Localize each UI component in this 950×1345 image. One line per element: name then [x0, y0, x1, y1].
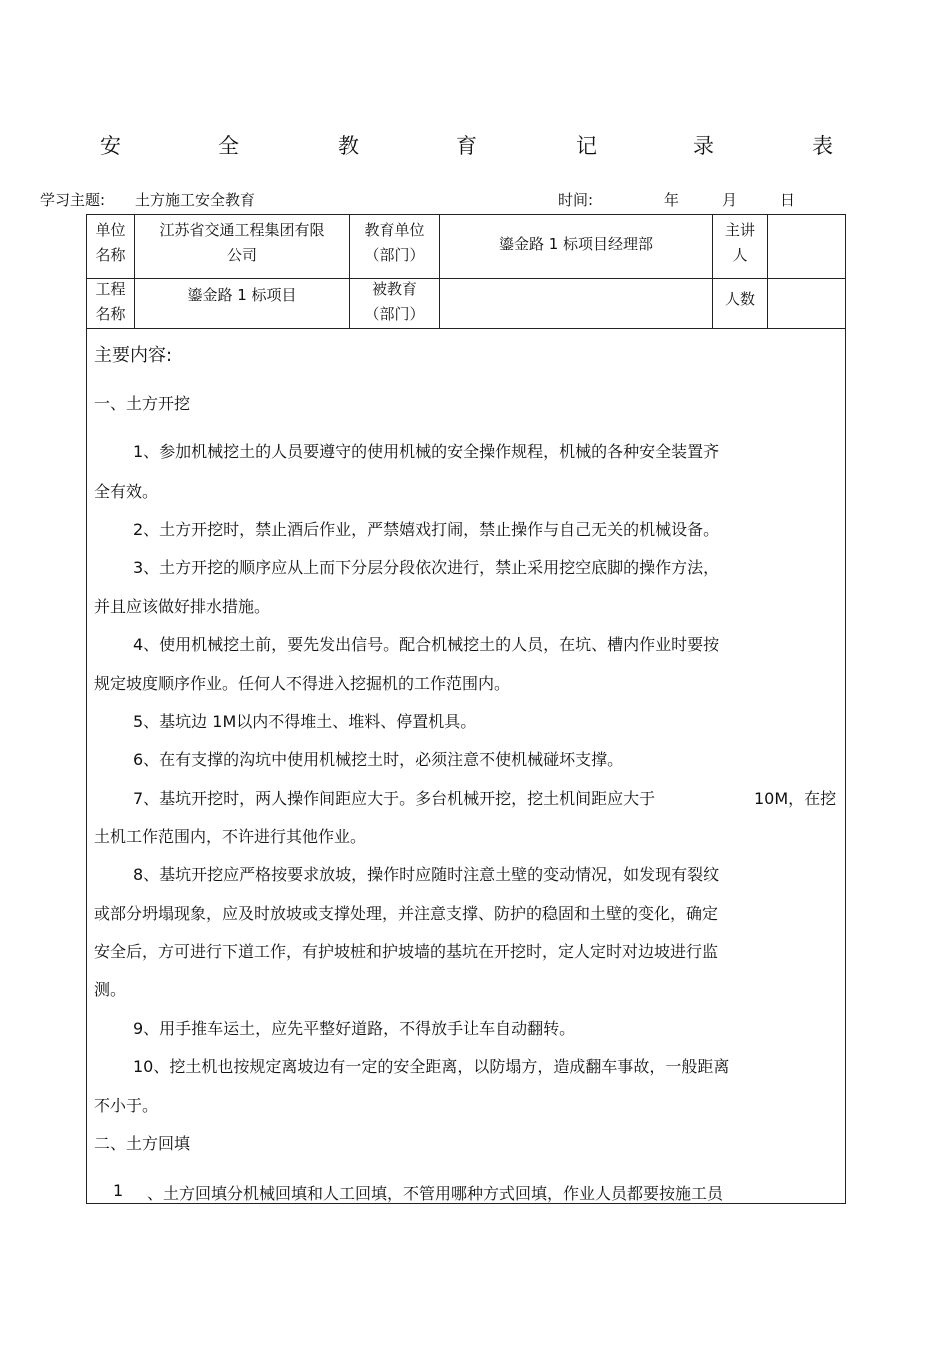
project-name-value: 鎏金路 1 标项目: [187, 286, 297, 304]
educated-label-line: （部门）: [364, 305, 425, 323]
section-heading: 一、土方开挖: [94, 394, 191, 413]
table-border: [86, 214, 87, 1203]
speaker-label: [713, 218, 767, 268]
unit-name-label-line: 单位: [95, 221, 126, 239]
content-line: 不小于。: [94, 1096, 159, 1115]
project-name-label-line: 名称: [95, 305, 126, 323]
content-line: 安全后，方可进行下道工作，有护坡桩和护坡墙的基坑在开挖时，定人定时对边坡进行监: [94, 942, 719, 961]
content-line: 10M，在挖: [754, 789, 837, 808]
content-line: 土机工作范围内，不许进行其他作业。: [94, 827, 367, 846]
content-line: 、土方回填分机械回填和人工回填，不管用哪种方式回填，作业人员都要按施工员: [147, 1184, 724, 1203]
edu-unit-label: [350, 218, 439, 268]
title-char: 表: [812, 134, 833, 158]
content-line: 2、土方开挖时，禁止酒后作业，严禁嬉戏打闹，禁止操作与自己无关的机械设备。: [133, 520, 720, 539]
table-border: [845, 214, 846, 1203]
table-border: [86, 328, 846, 329]
speaker-label-line: 人: [732, 246, 748, 264]
topic-value: 土方施工安全教育: [135, 191, 256, 209]
content-line: 10、挖土机也按规定离坡边有一定的安全距离，以防塌方，造成翻车事故，一般距离: [133, 1057, 730, 1076]
content-line: 8、基坑开挖应严格按要求放坡，操作时应随时注意土壁的变动情况，如发现有裂纹: [133, 865, 720, 884]
title-char: 教: [338, 134, 359, 158]
content-line: 并且应该做好排水措施。: [94, 597, 271, 616]
content-line: 规定坡度顺序作业。任何人不得进入挖掘机的工作范围内。: [94, 674, 511, 693]
time-label: 时间:: [558, 191, 594, 209]
content-line: 测。: [94, 980, 127, 999]
content-line-number: 1: [113, 1181, 124, 1200]
title-char: 录: [693, 134, 714, 158]
content-line: 1、参加机械挖土的人员要遵守的使用机械的安全操作规程，机械的各种安全装置齐: [133, 442, 720, 461]
speaker-label-line: 主讲: [724, 221, 755, 239]
section-heading: 二、土方回填: [94, 1134, 191, 1153]
content-line: 4、使用机械挖土前，要先发出信号。配合机械挖土的人员，在坑、槽内作业时要按: [133, 635, 720, 654]
content-line: 全有效。: [94, 482, 159, 501]
content-heading: 主要内容:: [94, 345, 173, 366]
content-line: 或部分坍塌现象，应及时放坡或支撑处理，并注意支撑、防护的稳固和土壁的变化，确定: [94, 904, 719, 923]
title-char: 全: [218, 134, 239, 158]
unit-name-value-line: 江苏省交通工程集团有限: [159, 221, 325, 239]
edu-unit-value: 鎏金路 1 标项目经理部: [498, 235, 654, 253]
content-line: 7、基坑开挖时，两人操作间距应大于。多台机械开挖，挖土机间距应大于: [133, 789, 656, 808]
unit-name-value-line: 公司: [226, 246, 257, 264]
educated-label-line: 被教育: [371, 280, 417, 298]
educated-label: [350, 277, 439, 327]
content-line: 6、在有支撑的沟坑中使用机械挖土时，必须注意不使机械碰坏支撑。: [133, 750, 624, 769]
edu-unit-label-line: 教育单位: [364, 221, 425, 239]
content-line: 5、基坑边 1M以内不得堆土、堆料、停置机具。: [133, 712, 477, 731]
month-label: 月: [722, 191, 738, 209]
edu-unit-label-line: （部门）: [364, 246, 425, 264]
unit-name-label-line: 名称: [95, 246, 126, 264]
table-border: [86, 214, 846, 215]
title-char: 记: [576, 134, 597, 158]
title-char: 育: [456, 134, 477, 158]
unit-name-value: [135, 218, 349, 268]
title-char: 安: [100, 134, 121, 158]
content-line: 9、用手推车运土，应先平整好道路，不得放手让车自动翻转。: [133, 1019, 576, 1038]
table-border: [767, 214, 768, 328]
count-label: 人数: [724, 290, 755, 308]
year-label: 年: [664, 191, 680, 209]
table-border: [86, 278, 846, 279]
unit-name-label: [87, 218, 134, 268]
project-name-label: [87, 277, 134, 327]
day-label: 日: [780, 191, 796, 209]
project-name-label-line: 工程: [95, 280, 126, 298]
topic-label: 学习主题:: [40, 191, 106, 209]
content-line: 3、土方开挖的顺序应从上而下分层分段依次进行，禁止采用挖空底脚的操作方法，: [133, 558, 720, 577]
